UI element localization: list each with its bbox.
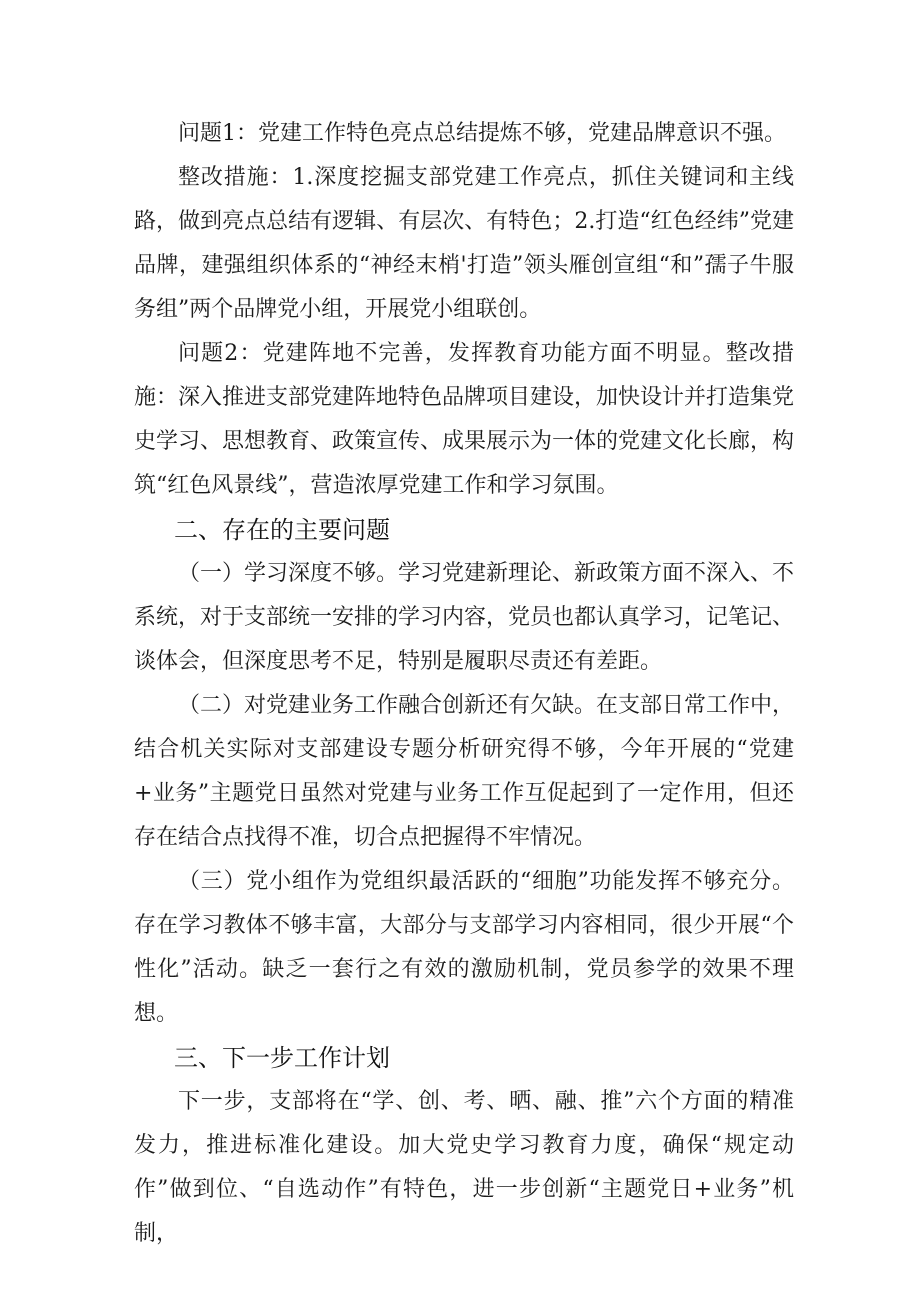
measures-1-paragraph: 整改措施：1.深度挖掘支部党建工作亮点，抓住关键词和主线路，做到亮点总结有逻辑、有层次、有特色；2.打造“红色经纬”党建品牌，建强组织体系的“神经末梢'打造”领头雁创宣组“和”孺子牛服务组”两个品牌党小组，开展党小组联创。 <box>134 165 794 322</box>
section-heading-problems: 二、存在的主要问题 <box>174 516 390 544</box>
plan-paragraph: 下一步，支部将在“学、创、考、晒、融、推”六个方面的精准发力，推进标准化建设。加大党史学习教育力度，确保“规定动作”做到位、“自选动作”有特色，进一步创新“主题党日+业务”机制， <box>134 1089 794 1246</box>
section-heading-plan: 三、下一步工作计划 <box>174 1044 390 1072</box>
problem-1-paragraph: 问题1：党建工作特色亮点总结提炼不够，党建品牌意识不强。 <box>178 121 786 146</box>
problem-item-2-paragraph: （二）对党建业务工作融合创新还有欠缺。在支部日常工作中，结合机关实际对支部建设专题分析研究得不够，今年开展的“党建+业务”主题党日虽然对党建与业务工作互促起到了一定作用，但还存在结合点找得不准，切合点把握得不牢情况。 <box>134 693 795 850</box>
problem-2-paragraph: 问题2：党建阵地不完善，发挥教育功能方面不明显。整改措施：深入推进支部党建阵地特色品牌项目建设，加快设计并打造集党史学习、思想教育、政策宣传、成果展示为一体的党建文化长廊，构筑“红色风景线”，营造浓厚党建工作和学习氛围。 <box>134 341 795 498</box>
problem-item-3-paragraph: （三）党小组作为党组织最活跃的“细胞”功能发挥不够充分。存在学习教体不够丰富，大部分与支部学习内容相同，很少开展“个性化”活动。缺乏一套行之有效的激励机制，党员参学的效果不理想。 <box>134 869 794 1026</box>
problem-item-1-paragraph: （一）学习深度不够。学习党建新理论、新政策方面不深入、不系统，对于支部统一安排的学习内容，党员也都认真学习，记笔记、谈体会，但深度思考不足，特别是履职尽责还有差距。 <box>134 561 795 674</box>
document-body <box>134 112 794 1256</box>
